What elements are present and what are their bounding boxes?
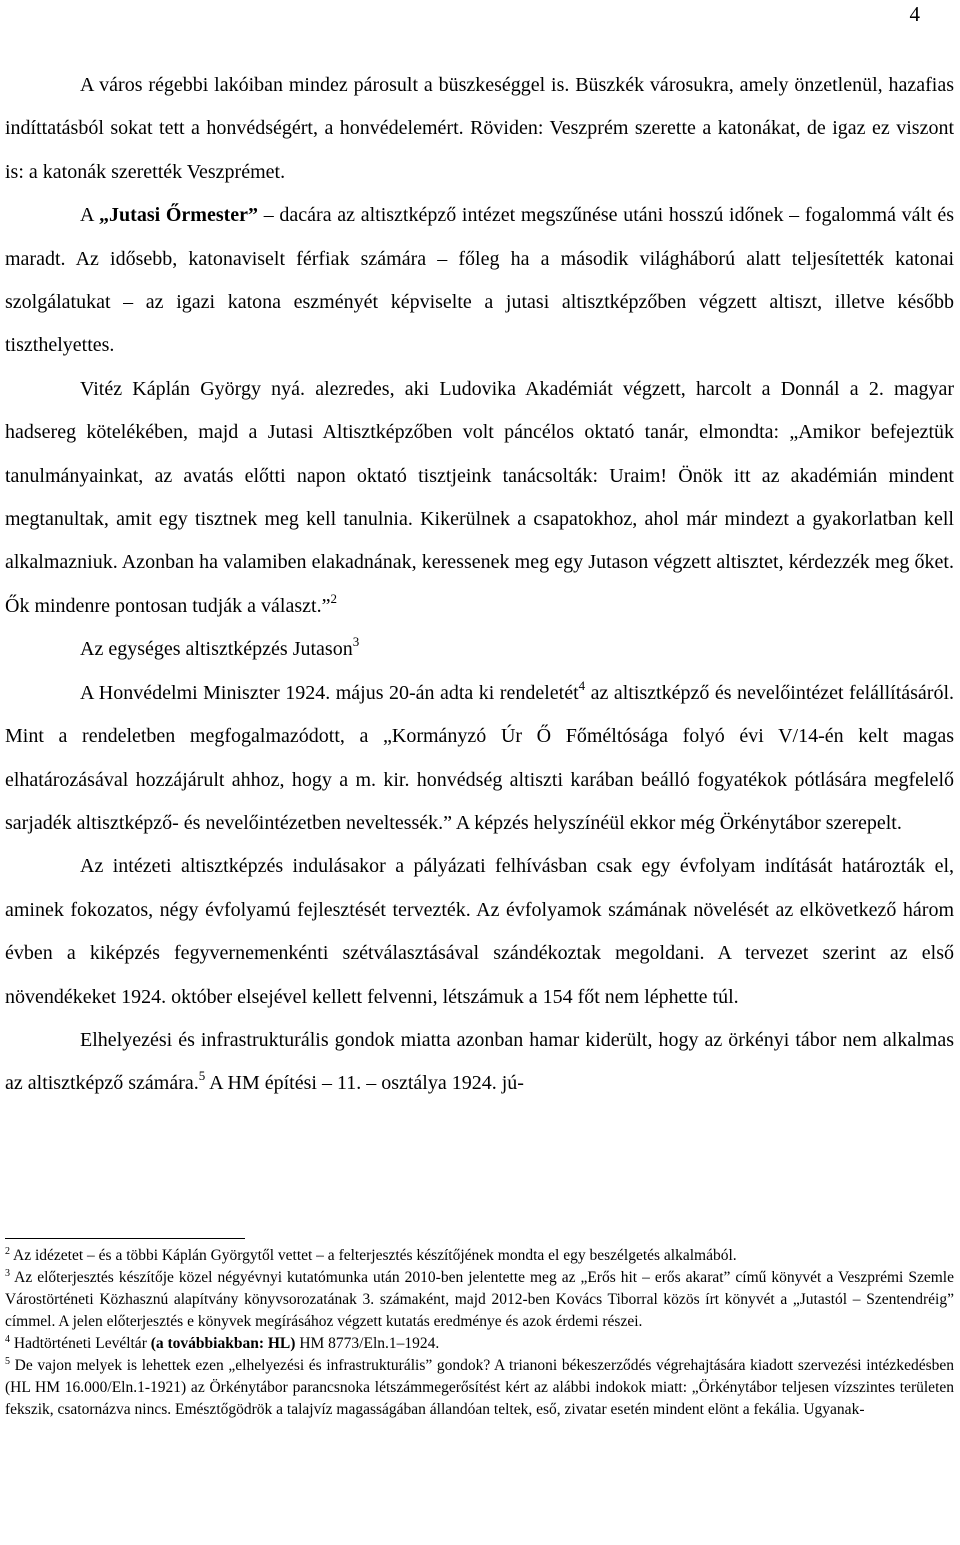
body-text [5, 64, 954, 1106]
text-span: A Honvédelmi Miniszter 1924. május 20-án adta ki rendeletét [80, 681, 579, 704]
footnote-number: 4 [5, 1334, 10, 1345]
footnote-text: Az idézetet – és a többi Káplán Györgytől vettet – a felterjesztés készítőjének mondta el egy beszélgetés alkalmából. [10, 1247, 737, 1264]
footnote-text: De vajon melyek is lehettek ezen „elhelyezési és infrastrukturális” gondok? A trianoni békeszerződés végrehajtására kiadott szervezési intézkedésben (HL HM 16.000/Eln.1-1921) az Örkénytábor parancsnoka létszámmegerősítést kért az alábbi indokok miatt: „Örkénytábor teljesen vízszintes területen fekszik, csatornázva nincs. Emésztőgödrök a talajvíz magasságában állandóan teltek, eső, zivatar esetén mindent elönt a fekália. Ugyanak- [5, 1357, 954, 1418]
footnotes [5, 1245, 954, 1421]
text-span: A [80, 204, 100, 227]
footnote [5, 1355, 954, 1421]
text-span: A HM építési – 11. – osztálya 1924. jú- [205, 1072, 524, 1095]
text-span: Vitéz Káplán György nyá. alezredes, aki Ludovika Akadémiát végzett, harcolt a Donnál a 2. magyar hadsereg kötelékében, majd a Jutasi Altisztképzőben volt páncélos oktató tanár, elmondta: „Amikor befejeztük tanulmányainkat, az avatás előtti napon oktató tisztjeink tanácsolták: Uraim! Önök itt az akadémián mindent megtanultak, amit egy tisztnek meg kell tanulnia. Kikerülnek a csapatokhoz, ahol már mindezt a gyakorlatban kell alkalmazniuk. Azonban ha valamiben elakadnának, keressenek meg egy Jutason végzett altisztet, kérdezzék meg őket. Ők mindenre pontosan tudják a választ.” [5, 377, 954, 617]
paragraph [5, 845, 954, 1019]
footnote-ref[interactable]: 4 [578, 677, 586, 693]
footnote-text: Az előterjesztés készítője közel négyévnyi kutatómunka után 2010-ben jelentette meg az „Erős hit – erős akarat” című könyvét a Veszprémi Szemle Várostörténeti Közhasznú alapítvány könyvsorozatának 3. számaként, majd 2012-ben Kovács Tiborral közös írt könyvét a „Jutastól – Szentendréig” címmel. A jelen előterjesztés e könyvek megírásához végzett kutatás eredménye és azok érdemi részei. [5, 1269, 954, 1330]
section-heading [5, 628, 954, 671]
bold-term: (a továbbiakban: HL) [150, 1335, 296, 1352]
paragraph [5, 1019, 954, 1106]
footnote-ref[interactable]: 5 [198, 1068, 206, 1084]
text-span: A város régebbi lakóiban mindez párosult a büszkeséggel is. Büszkék városukra, amely önzetlenül, hazafias indíttatásból sokat tett a honvédségért, a honvédelemért. Röviden: Veszprém szerette a katonákat, de igaz ez viszont is: a katonák szerették Veszprémet. [5, 74, 954, 183]
footnote-ref[interactable]: 2 [330, 590, 337, 606]
footnote-ref[interactable]: 3 [352, 634, 360, 650]
text-span: Az intézeti altisztképzés indulásakor a pályázati felhívásban csak egy évfolyam indítását határozták el, aminek fokozatos, négy évfolyamú fejlesztését tervezték. Az évfolyamok számának növelését az elkövetkező három évben a kiképzés fegyvernemenkénti szétválasztásával szándékoztak megoldani. A tervezet szerint az első növendékeket 1924. október elsejével kellett felvenni, létszámuk a 154 főt nem léphette túl. [5, 855, 954, 1008]
text-span: az altisztképző és nevelőintézet felállításáról. Mint a rendeletben megfogalmazódott, a „Kormányzó Úr Ő Főméltósága folyó évi V/14-én kelt magas elhatározásával hozzájárult ahhoz, hogy a m. kir. honvédség altiszti karában beálló fogyatékok pótlására megfelelő sarjadék altisztképző- és nevelőintézetben neveltessék.” A képzés helyszínéül ekkor még Örkénytábor szerepelt. [5, 681, 955, 834]
footnote [5, 1245, 954, 1267]
footnote-text: Hadtörténeti Levéltár [10, 1335, 151, 1352]
footnote-divider [5, 1238, 245, 1239]
footnote-number: 5 [5, 1356, 10, 1367]
paragraph [5, 672, 954, 846]
bold-term: „Jutasi Őrmester” [99, 204, 259, 227]
text-span: – dacára az altisztképző intézet megszűnése utáni hosszú időnek – fogalommá vált és maradt. Az idősebb, katonaviselt férfiak számára – főleg ha a második világháború alatt teljesítették katonai szolgálatukat – az igazi katona eszményét képviselte a jutasi altisztképzőben végzett altiszt, illetve később tiszthelyettes. [5, 204, 954, 357]
footnote [5, 1333, 954, 1355]
footnote-text: HM 8773/Eln.1–1924. [295, 1335, 440, 1352]
footnote [5, 1267, 954, 1333]
paragraph [5, 64, 954, 194]
page-number: 4 [909, 2, 920, 26]
footnote-number: 3 [5, 1268, 10, 1279]
heading-text: Az egységes altisztképzés Jutason [80, 638, 353, 661]
footnote-number: 2 [5, 1246, 10, 1257]
paragraph [5, 194, 954, 368]
paragraph [5, 368, 954, 628]
text-span: Elhelyezési és infrastrukturális gondok miatta azonban hamar kiderült, hogy az örkényi tábor nem alkalmas az altisztképző számára. [5, 1028, 954, 1095]
